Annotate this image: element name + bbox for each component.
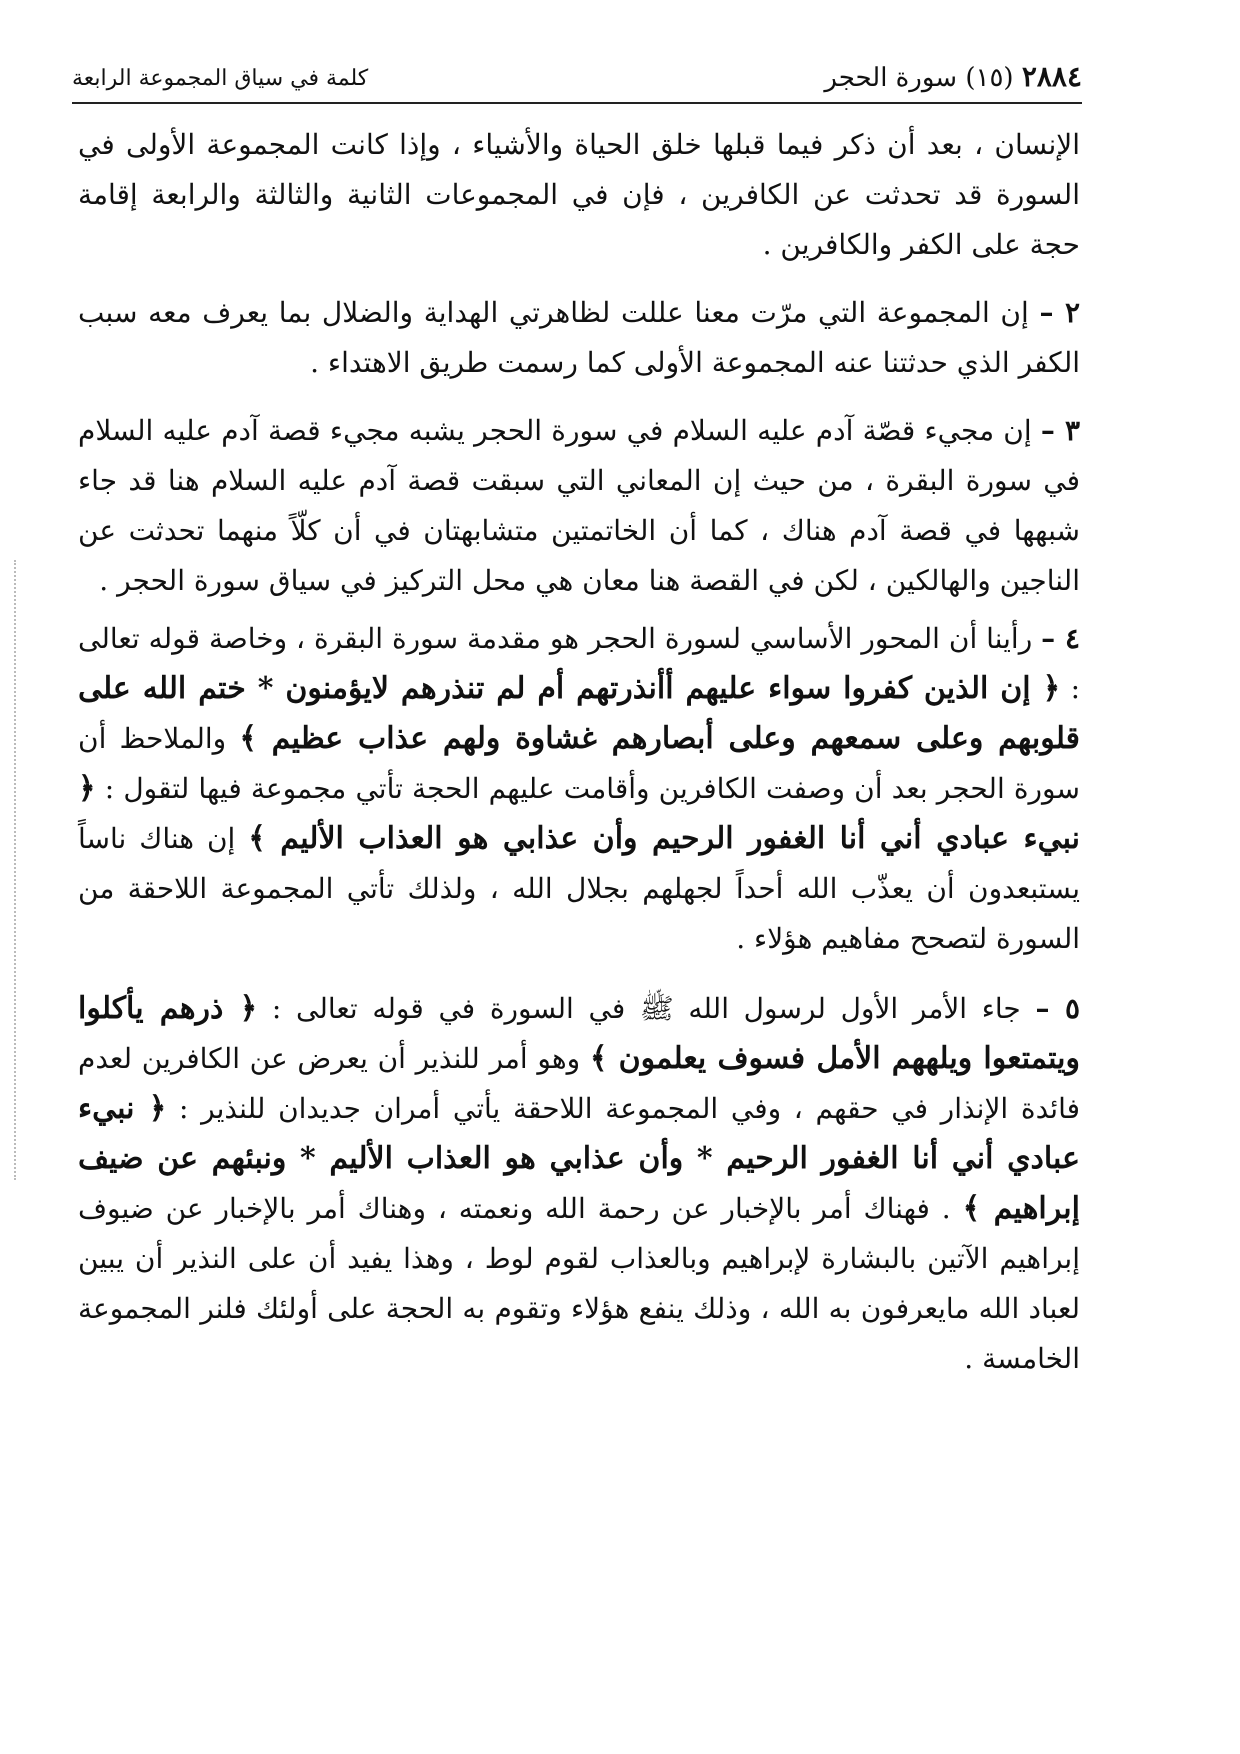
quran-quote-hijr-3: ﴿ ذرهم يأكلوا ويتمتعوا ويلههم الأمل فسوف يعلمون ﴾ — [78, 991, 1080, 1076]
surah-info: (١٥) سورة الحجر — [824, 63, 1014, 93]
paragraph-5 — [78, 984, 1080, 1384]
paragraph-4-text-a: رأينا أن المحور الأساسي لسورة الحجر هو مقدمة سورة البقرة ، وخاصة قوله تعالى : — [78, 622, 1081, 705]
paragraph-1 — [78, 120, 1080, 270]
paragraph-2 — [78, 288, 1080, 388]
paragraph-5-number: ٥ – — [1035, 992, 1081, 1025]
paragraph-3-text: إن مجيء قصّة آدم عليه السلام في سورة الحجر يشبه مجيء قصة آدم عليه السلام في سورة البقرة ، من حيث إن المعاني التي سبقت قصة آدم عليه السلام هنا قد جاء شبهها في قصة آدم هناك ، كما أن الخاتمتين متشابهتان في أن كلّاً منهما تحدثت عن الناجين والهالكين ، لكن في القصة هنا معان هي محل التركيز في سياق سورة الحجر . — [78, 414, 1080, 597]
page-header — [72, 54, 1082, 104]
quran-quote-baqarah: ﴿ إن الذين كفروا سواء عليهم أأنذرتهم أم لم تنذرهم لايؤمنون * ختم الله على قلوبهم وعلى سمعهم وعلى أبصارهم غشاوة ولهم عذاب عظيم ﴾ — [78, 671, 1080, 756]
paragraph-5-text-c: . فهناك أمر بالإخبار عن رحمة الله ونعمته ، وهناك أمر بالإخبار عن ضيوف إبراهيم الآتين بالبشارة لإبراهيم وبالعذاب لقوم لوط ، وهذا يفيد أن على النذير أن يبين لعباد الله مايعرفون به الله ، وذلك ينفع هؤلاء وتقوم به الحجة على أولئك فلنر المجموعة الخامسة . — [78, 1192, 1080, 1375]
paragraph-3-number: ٣ – — [1040, 414, 1080, 447]
page-number: ٢٨٨٤ — [1021, 60, 1082, 93]
paragraph-4-text-b: والملاحظ أن سورة الحجر بعد أن وصفت الكافرين وأقامت عليهم الحجة تأتي مجموعة فيها لتقول : — [78, 722, 1080, 805]
scan-margin-mark — [14, 560, 18, 1180]
paragraph-4-text-c: إن هناك ناساً يستبعدون أن يعذّب الله أحداً لجهلهم بجلال الله ، ولذلك تأتي المجموعة اللاحقة من السورة لتصحح مفاهيم هؤلاء . — [78, 822, 1080, 955]
paragraph-2-number: ٢ – — [1039, 296, 1081, 329]
paragraph-2-text: إن المجموعة التي مرّت معنا عللت لظاهرتي الهداية والضلال بما يعرف معه سبب الكفر الذي حدثتنا عنه المجموعة الأولى كما رسمت طريق الاهتداء . — [78, 296, 1080, 379]
quran-quote-hijr-49-51: ﴿ نبيء عبادي أني أنا الغفور الرحيم * وأن عذابي هو العذاب الأليم * ونبئهم عن ضيف إبراهيم ﴾ — [78, 1091, 1080, 1226]
quran-quote-hijr-49: ﴿ نبيء عبادي أني أنا الغفور الرحيم وأن عذابي هو العذاب الأليم ﴾ — [78, 771, 1080, 856]
paragraph-5-text-a: جاء الأمر الأول لرسول الله ﷺ في السورة في قوله تعالى : — [271, 992, 1021, 1025]
paragraph-4-number: ٤ – — [1041, 622, 1080, 655]
page-body — [78, 120, 1080, 1402]
paragraph-1-text: الإنسان ، بعد أن ذكر فيما قبلها خلق الحياة والأشياء ، وإذا كانت المجموعة الأولى في السورة قد تحدثت عن الكافرين ، فإن في المجموعات الثانية والثالثة والرابعة إقامة حجة على الكفر والكافرين . — [78, 128, 1080, 261]
header-page-info — [824, 60, 1082, 93]
section-title: كلمة في سياق المجموعة الرابعة — [72, 66, 369, 91]
paragraph-3 — [78, 406, 1080, 606]
paragraph-4 — [78, 614, 1080, 964]
paragraph-5-text-b: وهو أمر للنذير أن يعرض عن الكافرين لعدم فائدة الإنذار في حقهم ، وفي المجموعة اللاحقة يأتي أمران جديدان للنذير : — [78, 1042, 1080, 1125]
